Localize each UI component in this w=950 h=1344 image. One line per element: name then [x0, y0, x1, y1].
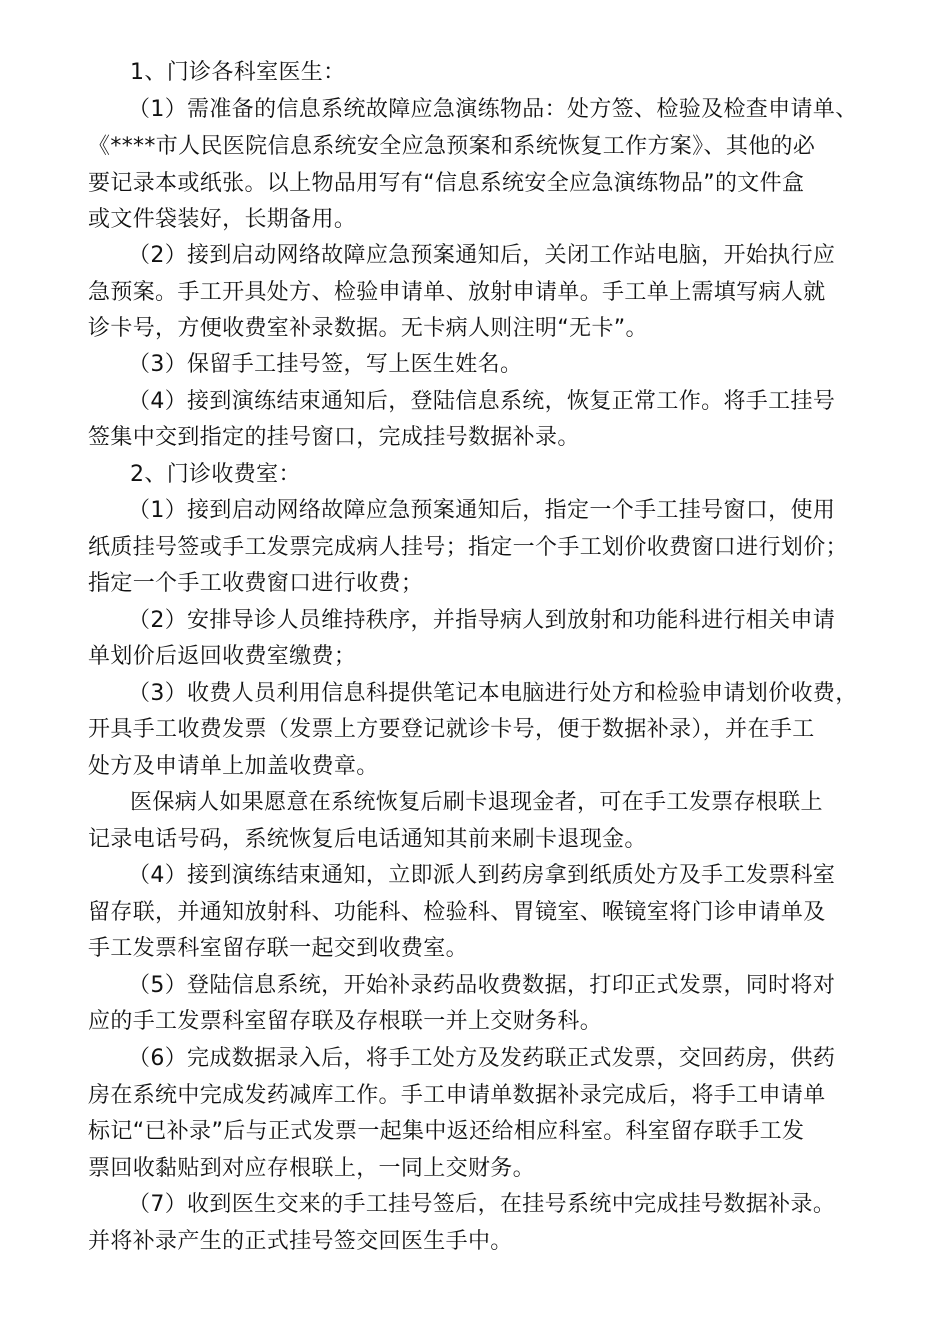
section2-p1-line3: 指定一个手工收费窗口进行收费；: [88, 571, 424, 596]
section2-p4-line1: （4）接到演练结束通知，立即派人到药房拿到纸质处方及手工发票科室: [128, 863, 836, 888]
section1-p1-line4: 或文件袋装好，长期备用。: [88, 207, 357, 232]
section2-p4-line3: 手工发票科室留存联一起交到收费室。: [88, 936, 468, 961]
section2-p5-line1: （5）登陆信息系统，开始补录药品收费数据，打印正式发票，同时将对: [128, 973, 836, 998]
section1-p4-line1: （4）接到演练结束通知后，登陆信息系统，恢复正常工作。将手工挂号: [128, 389, 836, 414]
section1-p2-line3: 诊卡号，方便收费室补录数据。无卡病人则注明“无卡”。: [88, 316, 648, 341]
section2-p7-line2: 并将补录产生的正式挂号签交回医生手中。: [88, 1229, 513, 1254]
section2-p2-line1: （2）安排导诊人员维持秩序，并指导病人到放射和功能科进行相关申请: [128, 608, 836, 633]
section2-p3-note-line2: 记录电话号码，系统恢复后电话通知其前来刷卡退现金。: [88, 827, 647, 852]
section2-p3-line3: 处方及申请单上加盖收费章。: [88, 754, 379, 779]
section2-p3-line2: 开具手工收费发票（发票上方要登记就诊卡号，便于数据补录），并在手工: [88, 717, 815, 742]
section1-p4-line2: 签集中交到指定的挂号窗口，完成挂号数据补录。: [88, 425, 580, 450]
section2-p2-line2: 单划价后返回收费室缴费；: [88, 644, 357, 669]
section2-p6-line1: （6）完成数据录入后，将手工处方及发药联正式发票，交回药房，供药: [128, 1046, 836, 1071]
section2-p3-note-line1: 医保病人如果愿意在系统恢复后刷卡退现金者，可在手工发票存根联上: [130, 790, 823, 815]
section1-p3-line1: （3）保留手工挂号签，写上医生姓名。: [128, 352, 523, 377]
section2-p4-line2: 留存联，并通知放射科、功能科、检验科、胃镜室、喉镜室将门诊申请单及: [88, 900, 826, 925]
section1-p1-line2: 《****市人民医院信息系统安全应急预案和系统恢复工作方案》、其他的必: [88, 134, 816, 159]
section2-p1-line2: 纸质挂号签或手工发票完成病人挂号；指定一个手工划价收费窗口进行划价；: [88, 535, 848, 560]
section1-p2-line2: 急预案。手工开具处方、检验申请单、放射申请单。手工单上需填写病人就: [88, 280, 826, 305]
section2-p5-line2: 应的手工发票科室留存联及存根联一并上交财务科。: [88, 1009, 603, 1034]
section2-p6-line2: 房在系统中完成发药减库工作。手工申请单数据补录完成后，将手工申请单: [88, 1083, 826, 1108]
section2-heading: 2、门诊收费室：: [130, 462, 301, 487]
section2-p1-line1: （1）接到启动网络故障应急预案通知后，指定一个手工挂号窗口，使用: [128, 498, 836, 523]
section1-p1-line3: 要记录本或纸张。以上物品用写有“信息系统安全应急演练物品”的文件盒: [88, 171, 805, 196]
section1-p1-line1: （1）需准备的信息系统故障应急演练物品：处方签、检验及检查申请单、: [128, 97, 858, 122]
section2-p6-line3: 标记“已补录”后与正式发票一起集中返还给相应科室。科室留存联手工发: [88, 1119, 805, 1144]
section1-heading: 1、门诊各科室医生：: [130, 60, 346, 85]
section2-p6-line4: 票回收黏贴到对应存根联上，一同上交财务。: [88, 1156, 536, 1181]
section1-p2-line1: （2）接到启动网络故障应急预案通知后，关闭工作站电脑，开始执行应: [128, 243, 836, 268]
section2-p7-line1: （7）收到医生交来的手工挂号签后，在挂号系统中完成挂号数据补录。: [128, 1192, 836, 1217]
section2-p3-line1: （3）收费人员利用信息科提供笔记本电脑进行处方和检验申请划价收费，: [128, 681, 858, 706]
